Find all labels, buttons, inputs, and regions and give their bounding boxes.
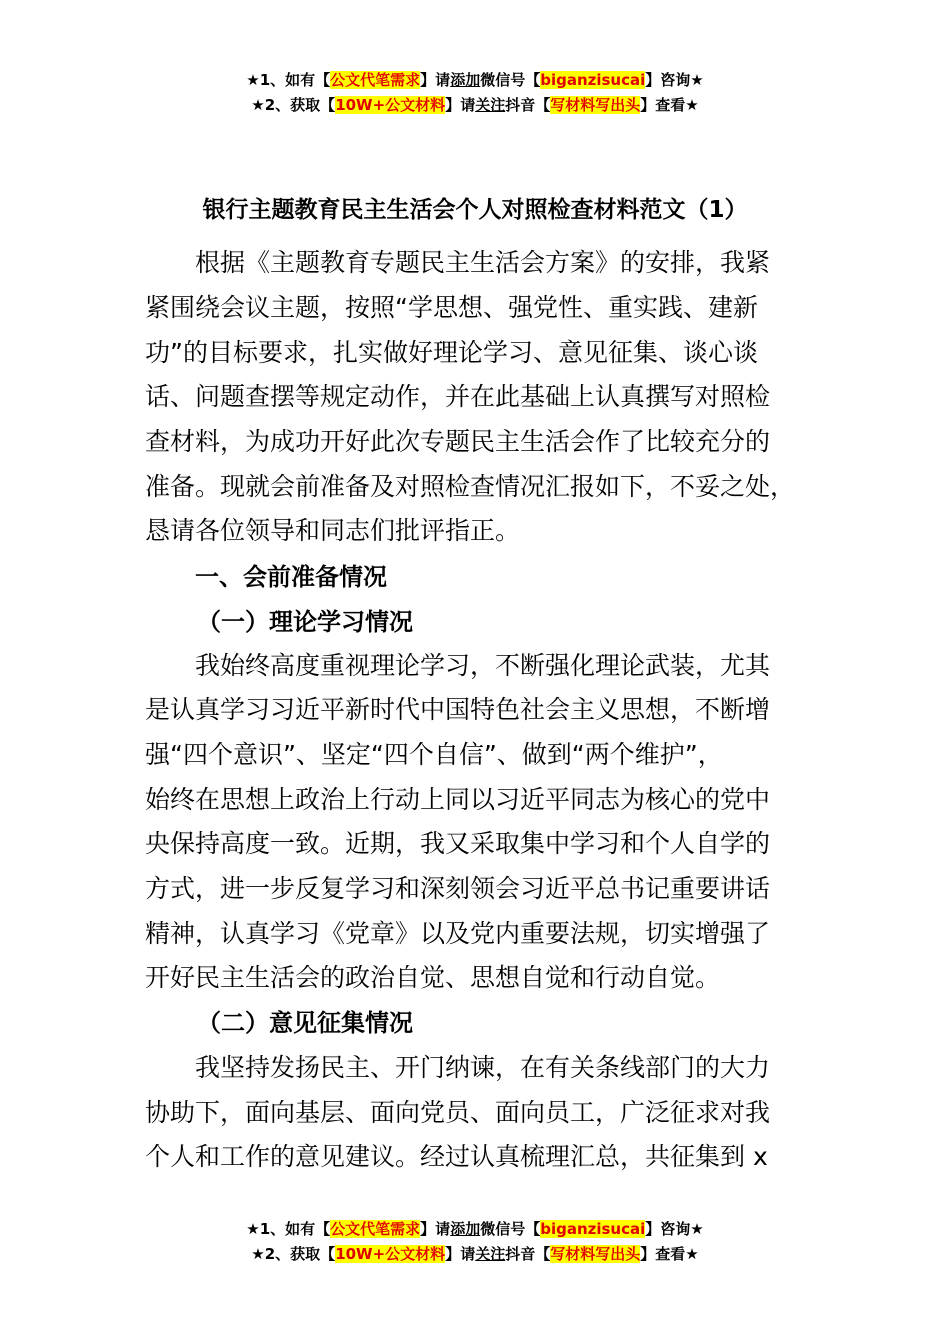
ad-highlight: 10W+公文材料 — [335, 96, 446, 114]
body-line: 精神，认真学习《党章》以及党内重要法规，切实增强了 — [145, 919, 771, 948]
ad-line-2: ★2、获取【10W+公文材料】请关注抖音【写材料写出头】查看★ — [251, 1245, 699, 1263]
ad-line-1: ★1、如有【公文代笔需求】请添加微信号【biganzisucai】咨询★ — [246, 71, 704, 89]
body-line: 开好民主生活会的政治自觉、思想自觉和行动自觉。 — [145, 963, 721, 992]
body-line: 紧围绕会议主题，按照“学思想、强党性、重实践、建新 — [145, 293, 758, 322]
document-title: 银行主题教育民主生活会个人对照检查材料范文（1） — [202, 197, 748, 223]
subsection-heading: （一）理论学习情况 — [197, 608, 413, 636]
ad-wechat-id: biganzisucai — [540, 71, 646, 89]
body-line: 央保持高度一致。近期，我又采取集中学习和个人自学的 — [145, 829, 771, 858]
ad-douyin-id: 写材料写出头 — [550, 96, 641, 114]
ad-highlight: 公文代笔需求 — [330, 71, 421, 89]
ad-highlight: 公文代笔需求 — [330, 1220, 421, 1238]
body-line: 协助下，面向基层、面向党员、面向员工，广泛征求对我 — [145, 1098, 771, 1127]
body-line: 功”的目标要求，扎实做好理论学习、意见征集、谈心谈 — [145, 338, 758, 367]
body-line: 强“四个意识”、坚定“四个自信”、做到“两个维护”， — [145, 740, 723, 769]
body-line: 是认真学习习近平新时代中国特色社会主义思想，不断增 — [145, 695, 771, 724]
ad-douyin-id: 写材料写出头 — [550, 1245, 641, 1263]
subsection-heading: （二）意见征集情况 — [197, 1009, 413, 1037]
body-line: 准备。现就会前准备及对照检查情况汇报如下，不妥之处， — [145, 472, 796, 501]
body-line: 根据《主题教育专题民主生活会方案》的安排，我紧 — [195, 248, 771, 277]
ad-wechat-id: biganzisucai — [540, 1220, 646, 1238]
body-line: 我始终高度重视理论学习，不断强化理论武装，尤其 — [195, 651, 771, 680]
body-line: 方式，进一步反复学习和深刻领会习近平总书记重要讲话 — [145, 874, 771, 903]
body-line: 我坚持发扬民主、开门纳谏，在有关条线部门的大力 — [195, 1053, 771, 1082]
body-line: 始终在思想上政治上行动上同以习近平同志为核心的党中 — [145, 785, 771, 814]
body-line: 查材料，为成功开好此次专题民主生活会作了比较充分的 — [145, 427, 771, 456]
ad-highlight: 10W+公文材料 — [335, 1245, 446, 1263]
body-line: 个人和工作的意见建议。经过认真梳理汇总，共征集到 x — [145, 1142, 768, 1171]
body-line: 恳请各位领导和同志们批评指正。 — [145, 516, 521, 545]
section-heading: 一、会前准备情况 — [195, 563, 387, 591]
body-line: 话、问题查摆等规定动作，并在此基础上认真撰写对照检 — [145, 382, 771, 411]
ad-line-2: ★2、获取【10W+公文材料】请关注抖音【写材料写出头】查看★ — [251, 96, 699, 114]
ad-line-1: ★1、如有【公文代笔需求】请添加微信号【biganzisucai】咨询★ — [246, 1220, 704, 1238]
